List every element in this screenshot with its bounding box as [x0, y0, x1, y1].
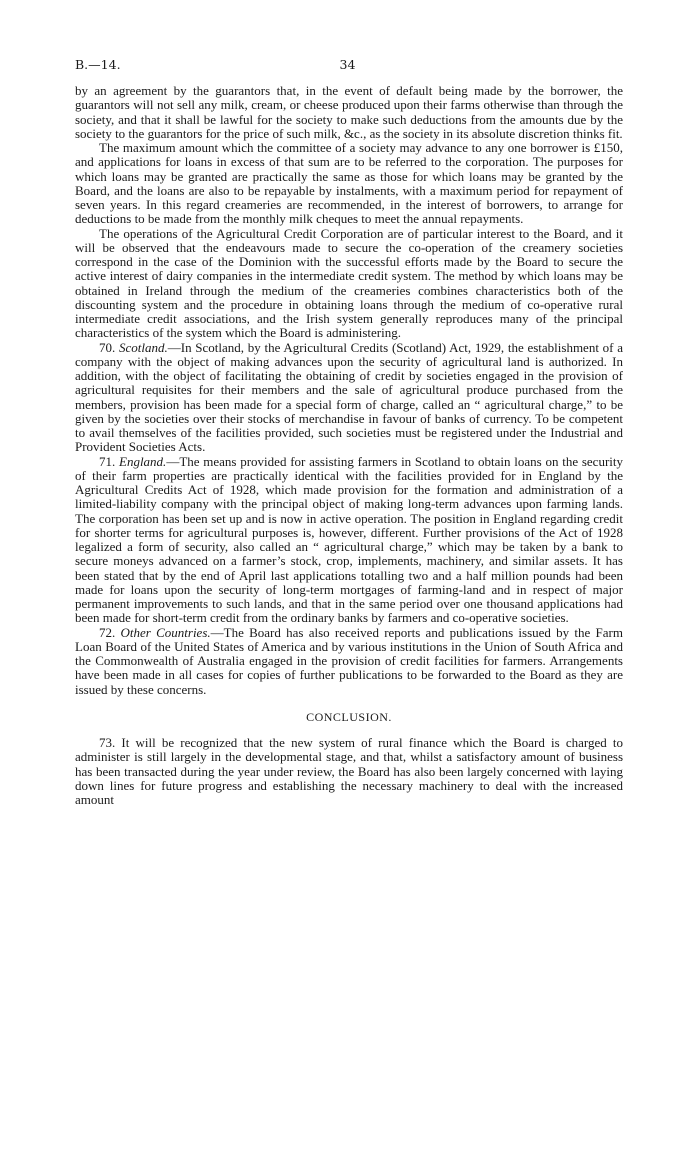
page-header [75, 57, 620, 75]
section-71-england [75, 455, 623, 626]
document-reference: B.—14. [75, 57, 121, 72]
paragraph-text: It will be recognized that the new system of rural finance which the Board is charged to administer is still largely in the developmental stage, and that, whilst a satisfactory amount of business has been transacted during the year under review, the Board has also been largely concerned with laying down lines for future progress and establishing the necessary machinery to deal with the increased amount [75, 735, 624, 807]
section-70-scotland [75, 341, 623, 455]
section-title: England. [119, 453, 167, 469]
document-body [75, 84, 623, 807]
paragraph-text: —In Scotland, by the Agricultural Credits (Scotland) Act, 1929, the establishment of a company with the object of making advances upon the security of agricultural land is authorized. In addition, with the object of facilitating the obtaining of credit by societies engaged in the provision of agricultural requisites for their members and the sale of agricultural produce purchased from the members, provision has been made for a special form of charge, called an “ agricultural charge,” to be given by the societies over their stocks of merchandise in favour of banks of currency. To be competent to avail themselves of the facilities provided, such societies must be registered under the Industrial and Provident Societies Acts. [75, 339, 624, 455]
paragraph-text: The maximum amount which the committee of a society may advance to any one borrower is £150, and applications for loans in excess of that sum are to be referred to the corporation. The purposes for which loans may be granted are practically the same as those for which loans may be granted by the Board, and the loans are also to be repayable by instalments, with a maximum period for repayment of seven years. In this regard creameries are recommended, in the interest of borrowers, to arrange for deductions to be made from the monthly milk cheques to meet the annual repayments. [75, 140, 623, 227]
paragraph-credit-corporation [75, 227, 623, 341]
section-title: Scotland. [118, 339, 168, 355]
paragraph-text: —The Board has also received reports and publications issued by the Farm Loan Board of the United States of America and by various institutions in the Union of South Africa and the Commonwealth of Australia engaged in the provision of credit facilities for farmers. Arrangements have been made in all cases for copies of further publications to be forwarded to the Board as they are issued by these concerns. [75, 624, 623, 697]
paragraph-maximum-amount [75, 141, 623, 227]
conclusion-heading: CONCLUSION. [306, 709, 392, 724]
section-72-other-countries [75, 626, 623, 697]
section-number: 72. [99, 624, 116, 640]
page-number: 34 [339, 57, 356, 72]
paragraph-text: —The means provided for assisting farmers in Scotland to obtain loans on the security of their farm properties are practically identical with the facilities provided for in England by the Agricultural Credits Act of 1928, which made provision for the formation and administration of a limited-liability company with the principal object of making long-term advances upon farming lands. The corporation has been set up and is now in active operation. The position in England regarding credit for shorter terms for agricultural purposes is, however, different. Further provisions of the Act of 1928 legalized a form of security, also called an “ agricultural charge,” which may be taken by a bank to secure moneys advanced on a farmer’s stock, crop, implements, machinery, and similar assets. It has been stated that by the end of April last applications totalling two and a half million pounds had been made for loans upon the security of long-term mortgages of farming-land and in respect of major permanent improvements to such lands, and that in the same period over one thousand applications had been made for short-term credit from the ordinary banks by farmers and co-operative societies. [75, 453, 623, 626]
section-number: 70. [99, 339, 116, 355]
section-73-conclusion [75, 736, 623, 807]
section-title: Other Countries. [120, 624, 211, 640]
paragraph-text: The operations of the Agricultural Credit Corporation are of particular interest to the Board, and it will be observed that the endeavours made to secure the co-operation of the creamery societies correspond in the case of the Dominion with the successful efforts made by the Board to secure the active interest of dairy companies in the intermediate credit system. The method by which loans may be obtained in Ireland through the medium of the creameries combines characteristics both of the discounting system and the procedure in obtaining loans through the medium of co-operative rural intermediate credit associations, and the Irish system generally reproduces many of the principal characteristics of the system which the Board is administering. [75, 225, 623, 341]
paragraph-continuation [75, 84, 623, 141]
paragraph-text: by an agreement by the guarantors that, in the event of default being made by the borrower, the guarantors will not sell any milk, cream, or cheese produced upon their farms otherwise than through the society, and that it shall be lawful for the society to make such deductions from the amounts due by the society to the guarantors for the price of such milk, &c., as the society in its absolute discretion thinks fit. [75, 83, 623, 141]
section-number: 71. [99, 453, 116, 469]
section-number: 73. [99, 735, 116, 750]
